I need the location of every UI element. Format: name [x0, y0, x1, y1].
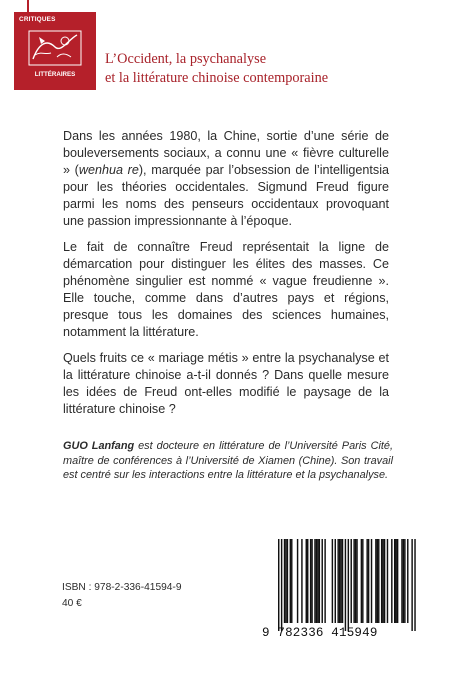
barcode-bar: [317, 539, 318, 623]
collection-logo: [14, 12, 96, 90]
barcode-bar: [394, 539, 395, 623]
blurb: [63, 128, 389, 427]
barcode-bar: [337, 539, 338, 623]
barcode-bar: [377, 539, 378, 623]
barcode-bar: [287, 539, 288, 623]
barcode-bar: [278, 539, 279, 631]
barcode-bar: [378, 539, 379, 623]
barcode-bar: [307, 539, 308, 623]
barcode-bar: [339, 539, 340, 623]
barcode-bar: [366, 539, 367, 623]
barcode-bar: [285, 539, 286, 623]
blurb-p1-after: ), marquée par l’obsession de l’intelligentsia pour les théories occidentales. Sigmund Freud figure parmi les noms des penseurs occidentaux provoquant une passion impressionnante à l’époque.: [63, 163, 390, 228]
barcode-bar: [281, 539, 282, 631]
barcode-bar: [411, 539, 412, 631]
book-title: [105, 50, 435, 88]
barcode-bar: [316, 539, 317, 623]
barcode-bar: [404, 539, 405, 623]
barcode-bar: [371, 539, 372, 623]
barcode-bar: [382, 539, 383, 623]
blurb-p1-before: Dans les années 1980, la Chine, sortie d’une série de bouleversements sociaux, a connu une « fièvre culturelle » (: [63, 129, 389, 177]
isbn: ISBN : 978-2-336-41594-9: [62, 582, 182, 593]
barcode-bar: [306, 539, 307, 623]
barcode-bar: [395, 539, 396, 623]
barcode-bar: [290, 539, 291, 623]
barcode-bar: [284, 539, 285, 623]
title-line-2: et la littérature chinoise contemporaine: [105, 70, 329, 86]
barcode-bar: [324, 539, 325, 623]
barcode-bar: [391, 539, 392, 623]
barcode-bar: [301, 539, 302, 623]
barcode-bar: [414, 539, 415, 631]
barcode-bar: [407, 539, 408, 623]
logo-top-text: CRITIQUES: [19, 16, 56, 23]
logo-illustration-icon: [25, 25, 85, 69]
barcode-bar: [310, 539, 311, 623]
barcode-bar: [348, 539, 349, 631]
title-line-1: L’Occident, la psychanalyse: [105, 51, 267, 67]
author-name: GUO Lanfang: [63, 440, 135, 452]
barcode-bar: [351, 539, 352, 623]
barcode-bar: [340, 539, 341, 623]
barcode-bar: [387, 539, 388, 623]
barcode-bar: [368, 539, 369, 623]
barcode-bar: [384, 539, 385, 623]
blurb-paragraph-2: Le fait de connaître Freud représentait la ligne de démarcation pour distinguer les élites des masses. Ce phénomène singulier est nommé « vague freudienne ». Elle touche, comme dans d’autres pays et régions, presque tous les domaines des sciences humaines, notamment la littérature.: [63, 240, 389, 339]
barcode-digits: 9 782336 415949: [262, 626, 378, 640]
barcode-bar: [355, 539, 356, 623]
barcode-bar: [332, 539, 333, 623]
barcode-bar: [356, 539, 357, 623]
barcode-bar: [381, 539, 382, 623]
blurb-paragraph-1: [63, 128, 389, 230]
barcode-bar: [319, 539, 320, 623]
barcode-bar: [322, 539, 323, 623]
price: 40 €: [62, 598, 82, 609]
barcode-bar: [311, 539, 312, 623]
barcode-bar: [314, 539, 315, 623]
barcode-bar: [375, 539, 376, 623]
author-bio-text: est docteure en littérature de l’Université Paris Cité, maître de conférences à l’Université de Xiamen (Chine). Son travail est centré sur les interactions entre la littérature et la psychanalyse.: [63, 440, 393, 482]
author-bio: [63, 439, 393, 483]
blurb-paragraph-3: Quels fruits ce « mariage métis » entre la psychanalyse et la littérature chinoise a-t-il donnés ? Dans quelle mesure les idées de Freud ont-elles modifié le paysage de la littérature chinoise ?: [63, 351, 389, 416]
barcode: [262, 539, 432, 635]
barcode-bar: [403, 539, 404, 623]
barcode-bar: [291, 539, 292, 623]
barcode-bar: [297, 539, 298, 623]
barcode-bar: [342, 539, 343, 623]
barcode-bar: [353, 539, 354, 623]
barcode-bar: [361, 539, 362, 623]
barcode-bar: [401, 539, 402, 623]
logo-bottom-text: LITTÉRAIRES: [34, 71, 76, 78]
barcode-bar: [397, 539, 398, 623]
blurb-p1-italic-term: wenhua re: [78, 163, 139, 177]
barcode-bar: [362, 539, 363, 623]
barcode-bar: [335, 539, 336, 623]
barcode-bar: [345, 539, 346, 631]
